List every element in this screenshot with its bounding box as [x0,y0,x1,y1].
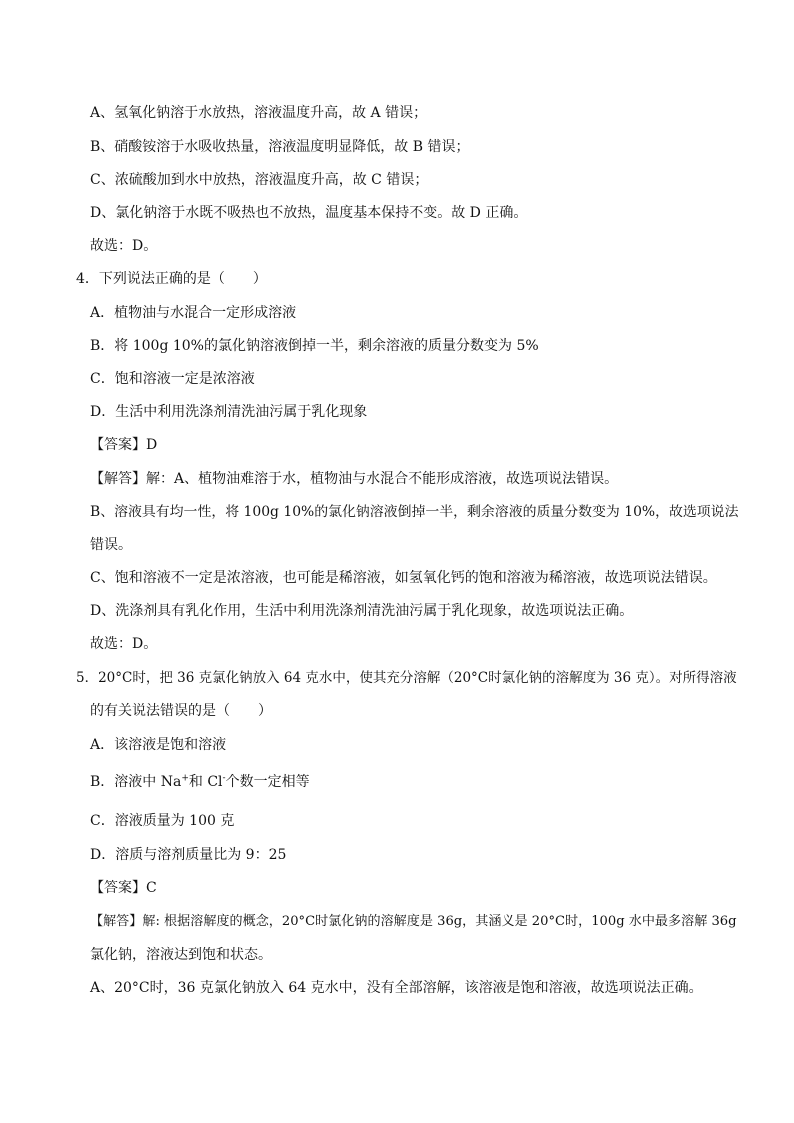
question-5-option-b [90,772,310,792]
question-4-choice: 故选：D。 [90,636,158,652]
option-b-text-mid: 和 Cl [188,774,223,790]
question-4-explanation-a: 【解答】解：A、植物油难溶于水，植物油与水混合不能形成溶液，故选项说法错误。 [90,471,619,487]
explanation-line-d: D、氯化钠溶于水既不吸热也不放热，温度基本保持不变。故 D 正确。 [90,205,528,221]
question-4-option-c: C．饱和溶液一定是浓溶液 [90,371,255,387]
question-4-explanation-d: D、洗涤剂具有乳化作用，生活中利用洗涤剂清洗油污属于乳化现象，故选项说法正确。 [90,603,634,619]
question-5-explanation-intro: 【解答】解: 根据溶解度的概念，20°C时氯化钠的溶解度是 36g，其涵义是 20°C时，100g 水中最多溶解 36g [90,914,737,929]
question-4-explanation-b: B、溶液具有均一性，将 100g 10%的氯化钠溶液倒掉一半，剩余溶液的质量分数变为 10%，故选项说法 [90,504,739,520]
choice-line: 故选：D。 [90,238,158,254]
question-4-option-a: A．植物油与水混合一定形成溶液 [90,305,297,321]
question-5-option-c: C．溶液质量为 100 克 [90,813,235,829]
sodium-charge: + [181,773,189,784]
question-5-option-d: D．溶质与溶剂质量比为 9：25 [90,847,287,863]
explanation-line-c: C、浓硫酸加到水中放热，溶液温度升高，故 C 错误； [90,172,429,188]
question-5-stem: 5．20°C时，把 36 克氯化钠放入 64 克水中，使其充分溶解（20°C时氯化钠的溶解度为 36 克）。对所得溶液 [76,670,737,686]
question-4-answer: 【答案】D [90,437,158,453]
chloride-charge: - [222,773,226,784]
question-5-stem-cont: 的有关说法错误的是（ ） [90,703,272,719]
question-5-answer: 【答案】C [90,880,157,896]
option-b-text-pre: B．溶液中 Na [90,774,182,790]
question-4-stem: 4．下列说法正确的是（ ） [76,271,267,287]
question-4-explanation-b-cont: 错误。 [90,537,132,553]
explanation-line-a: A、氢氧化钠溶于水放热，溶液温度升高，故 A 错误； [90,105,428,121]
question-5-option-a: A．该溶液是饱和溶液 [90,737,227,753]
question-5-explanation-a: A、20°C时，36 克氯化钠放入 64 克水中，没有全部溶解，该溶液是饱和溶液，故选项说法正确。 [90,980,703,996]
question-4-explanation-c: C、饱和溶液不一定是浓溶液，也可能是稀溶液，如氢氧化钙的饱和溶液为稀溶液，故选项说法错误。 [90,570,717,586]
question-5-explanation-intro-cont: 氯化钠，溶液达到饱和状态。 [90,947,272,963]
question-4-option-d: D．生活中利用洗涤剂清洗油污属于乳化现象 [90,404,368,420]
question-4-option-b: B．将 100g 10%的氯化钠溶液倒掉一半，剩余溶液的质量分数变为 5% [90,338,539,354]
explanation-line-b: B、硝酸铵溶于水吸收热量，溶液温度明显降低，故 B 错误； [90,139,470,155]
option-b-text-post: 个数一定相等 [225,774,310,790]
